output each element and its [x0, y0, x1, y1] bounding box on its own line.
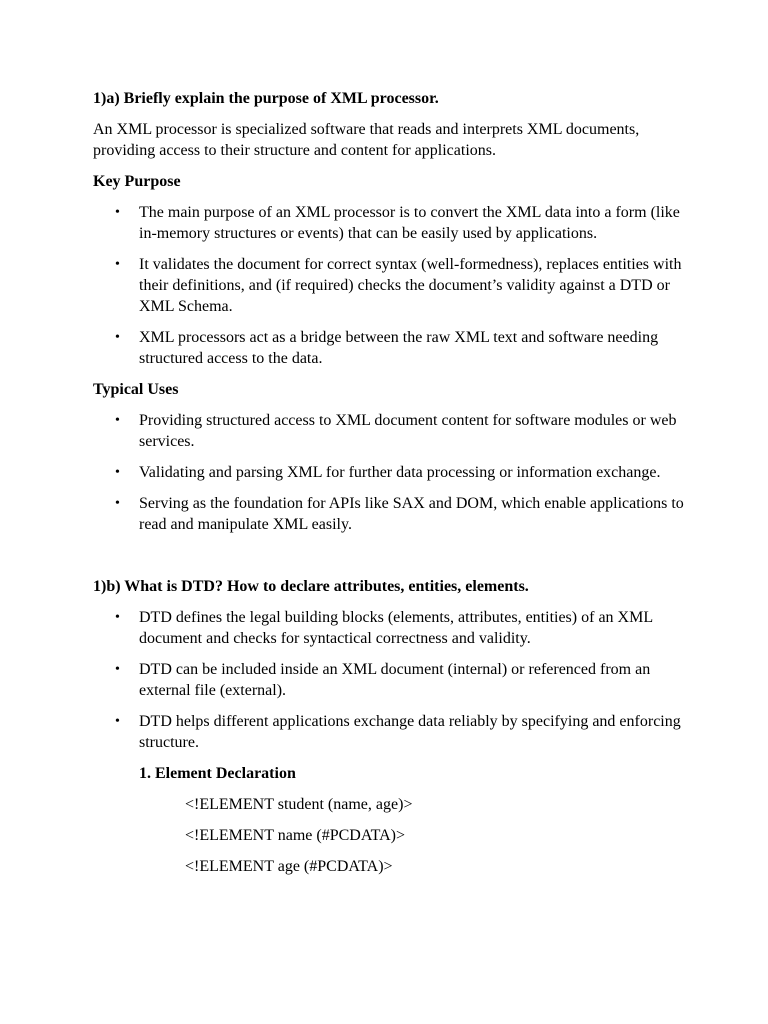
- list-item: • XML processors act as a bridge between the raw XML text and software needing structured access to the data.: [115, 329, 659, 367]
- list-item: • DTD helps different applications exchange data reliably by specifying and enforcing structure.: [115, 713, 681, 751]
- document-page: [93, 88, 693, 887]
- code-line: <!ELEMENT student (name, age)>: [185, 796, 413, 813]
- bullet-icon: •: [115, 205, 120, 220]
- question-1a-intro: An XML processor is specialized software that reads and interprets XML documents, providing access to their structure and content for applications.: [93, 121, 640, 159]
- code-line: <!ELEMENT age (#PCDATA)>: [185, 858, 393, 875]
- element-declaration-heading: 1. Element Declaration: [139, 765, 296, 782]
- list-item: • Validating and parsing XML for further data processing or information exchange.: [115, 464, 661, 481]
- bullet-icon: •: [115, 662, 120, 677]
- list-item: • DTD can be included inside an XML document (internal) or referenced from an external file (external).: [115, 661, 651, 699]
- dtd-list: [93, 607, 693, 753]
- key-purpose-heading: Key Purpose: [93, 173, 181, 190]
- list-item: • The main purpose of an XML processor is to convert the XML data into a form (like in-memory structures or events) that can be easily used by applications.: [115, 204, 680, 242]
- bullet-icon: •: [115, 330, 120, 345]
- bullet-icon: •: [115, 610, 120, 625]
- typical-uses-list: [93, 410, 693, 535]
- question-1b-heading: 1)b) What is DTD? How to declare attributes, entities, elements.: [93, 578, 529, 595]
- list-item: • DTD defines the legal building blocks (elements, attributes, entities) of an XML document and checks for syntactical correctness and validity.: [115, 609, 653, 647]
- element-declaration-section: [93, 763, 693, 877]
- typical-uses-heading: Typical Uses: [93, 381, 179, 398]
- bullet-icon: •: [115, 413, 120, 428]
- question-1a-heading: 1)a) Briefly explain the purpose of XML processor.: [93, 90, 439, 107]
- bullet-icon: •: [115, 714, 120, 729]
- key-purpose-list: [93, 202, 693, 369]
- list-item: • Providing structured access to XML document content for software modules or web services.: [115, 412, 677, 450]
- bullet-icon: •: [115, 496, 120, 511]
- list-item: • It validates the document for correct syntax (well-formedness), replaces entities with their definitions, and (if required) checks the document’s validity against a DTD or XML Schema.: [115, 256, 682, 315]
- bullet-icon: •: [115, 465, 120, 480]
- section-spacer: [93, 545, 693, 576]
- list-item: • Serving as the foundation for APIs like SAX and DOM, which enable applications to read and manipulate XML easily.: [115, 495, 684, 533]
- bullet-icon: •: [115, 257, 120, 272]
- code-line: <!ELEMENT name (#PCDATA)>: [185, 827, 405, 844]
